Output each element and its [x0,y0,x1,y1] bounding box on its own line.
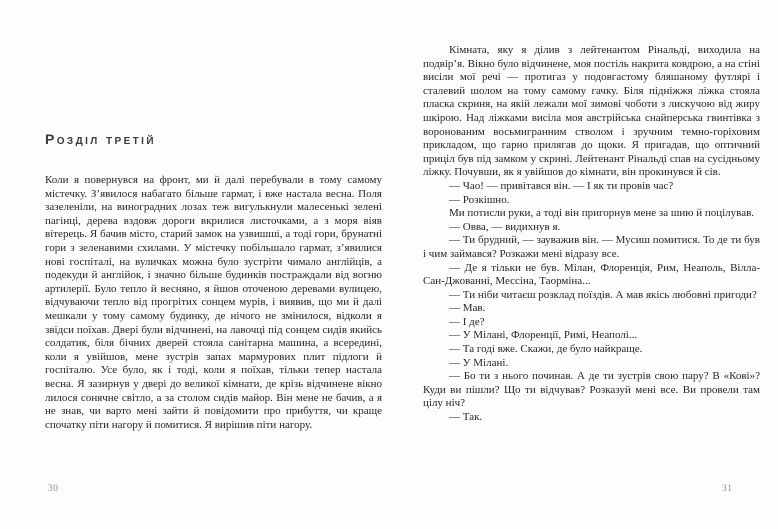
dialogue-line: — Та годі вже. Скажи, де було найкраще. [449,343,643,356]
dialogue-line: — Де я тільки не був. Мілан, Флоренція, Рим, Неаполь, Вілла-Сан-Джованні, Мессіна, Таорміна... [423,261,760,288]
dialogue-line: — У Мілані. [449,356,509,369]
paragraph: Кімната, яку я ділив з лейтенантом Рінальді, виходила на подвір’я. Вікно було відчинене, моя постіль накрита ковдрою, а на стіні висіли мої речі — протигаз у подовгастому бляшаному футлярі і сталевий шолом на тому самому гачку. Біля підніжжя ліжка стояла пласка скриня, на якій лежали мої зимові чоботи з лискучою від жиру шкірою. Над ліжками висіла моя австрійська снайперська гвинтівка з воронованим восьмигранним стволом і зручним темно-горіховим прикладом, що гарно прилягав до щоки. Я пригадав, що оптичний приціл був під замком у скрині. Лейтенант Рінальді спав на сусідньому ліжку. Почувши, як я увійшов до кімнати, він прокинувся й сів. [423,44,760,179]
dialogue-line: — Розкішно. [449,193,510,206]
dialogue-line: — Чао! — привітався він. — І як ти провів час? [449,179,674,192]
dialogue-line: — І де? [449,315,485,328]
page-left-body [45,174,382,432]
dialogue-line: — Ти ніби читаєш розклад поїздів. А мав якісь любовні пригоди? [449,288,757,301]
dialogue-line: — Мав. [449,302,486,315]
page-number-left: 30 [48,484,59,494]
paragraph: Ми потисли руки, а тоді він пригорнув мене за шию й поцілував. [449,207,755,220]
dialogue-line: — Бо ти з нього починав. А де ти зустрів свою пару? В «Кові»? Куди ви пішли? Що ти відчував? Розказуй мені все. Ви провели там цілу ніч? [423,370,760,410]
chapter-heading: Розділ третій [45,131,156,147]
dialogue-line: — Так. [449,411,483,424]
dialogue-line: — У Мілані, Флоренції, Римі, Неаполі... [449,329,638,342]
page-right-body [423,44,760,425]
dialogue-line: — Овва, — видихнув я. [449,220,561,233]
paragraph: Коли я повернувся на фронт, ми й далі перебували в тому самому містечку. З’явилося набагато більше гармат, і вже настала весна. Поля зазеленіли, на виноградних лозах теж вигулькнули малесенькі зелені пагінці, дерева вздовж дороги вкрилися листочками, а з моря віяв вітерець. Я бачив місто, старий замок на узвишші, а тоді гори, брунатні гори з зеленавими схилами. У містечку побільшало гармат, з’явилися нові госпіталі, на вуличках можна було зустріти чимало англійців, а подекуди й англійок, і значно більше будинків постраждали від вогню артилерії. Було тепло й весняно, я йшов оточеною деревами вулицею, відчуваючи тепло від прогрітих сонцем мурів, і виявив, що ми й далі мешкали у тому самому будинку, де нічого не змінилося, відколи я звідси поїхав. Двері були відчинені, на лавочці під сонцем сидів якийсь солдатик, біля бічних дверей стояла санітарна машина, а всередині, коли я увійшов, мене зустрів запах мармурових плит підлоги й госпіталю. Усе було, як і тоді, коли я поїхав, тільки тепер настала весна. Я зазирнув у двері до великої кімнати, де крізь відчинене вікно лилося сонячне світло, а за столом сидів майор. Він мене не бачив, а я не знав, чи варто мені зайти й повідомити про прибуття, чи краще спочатку піти нагору й помитися. Я вирішив піти нагору. [45,174,382,431]
page-number-right: 31 [722,484,733,494]
dialogue-line: — Ти брудний, — зауважив він. — Мусиш помитися. То де ти був і чим займався? Розкажи мені відразу все. [423,234,760,260]
